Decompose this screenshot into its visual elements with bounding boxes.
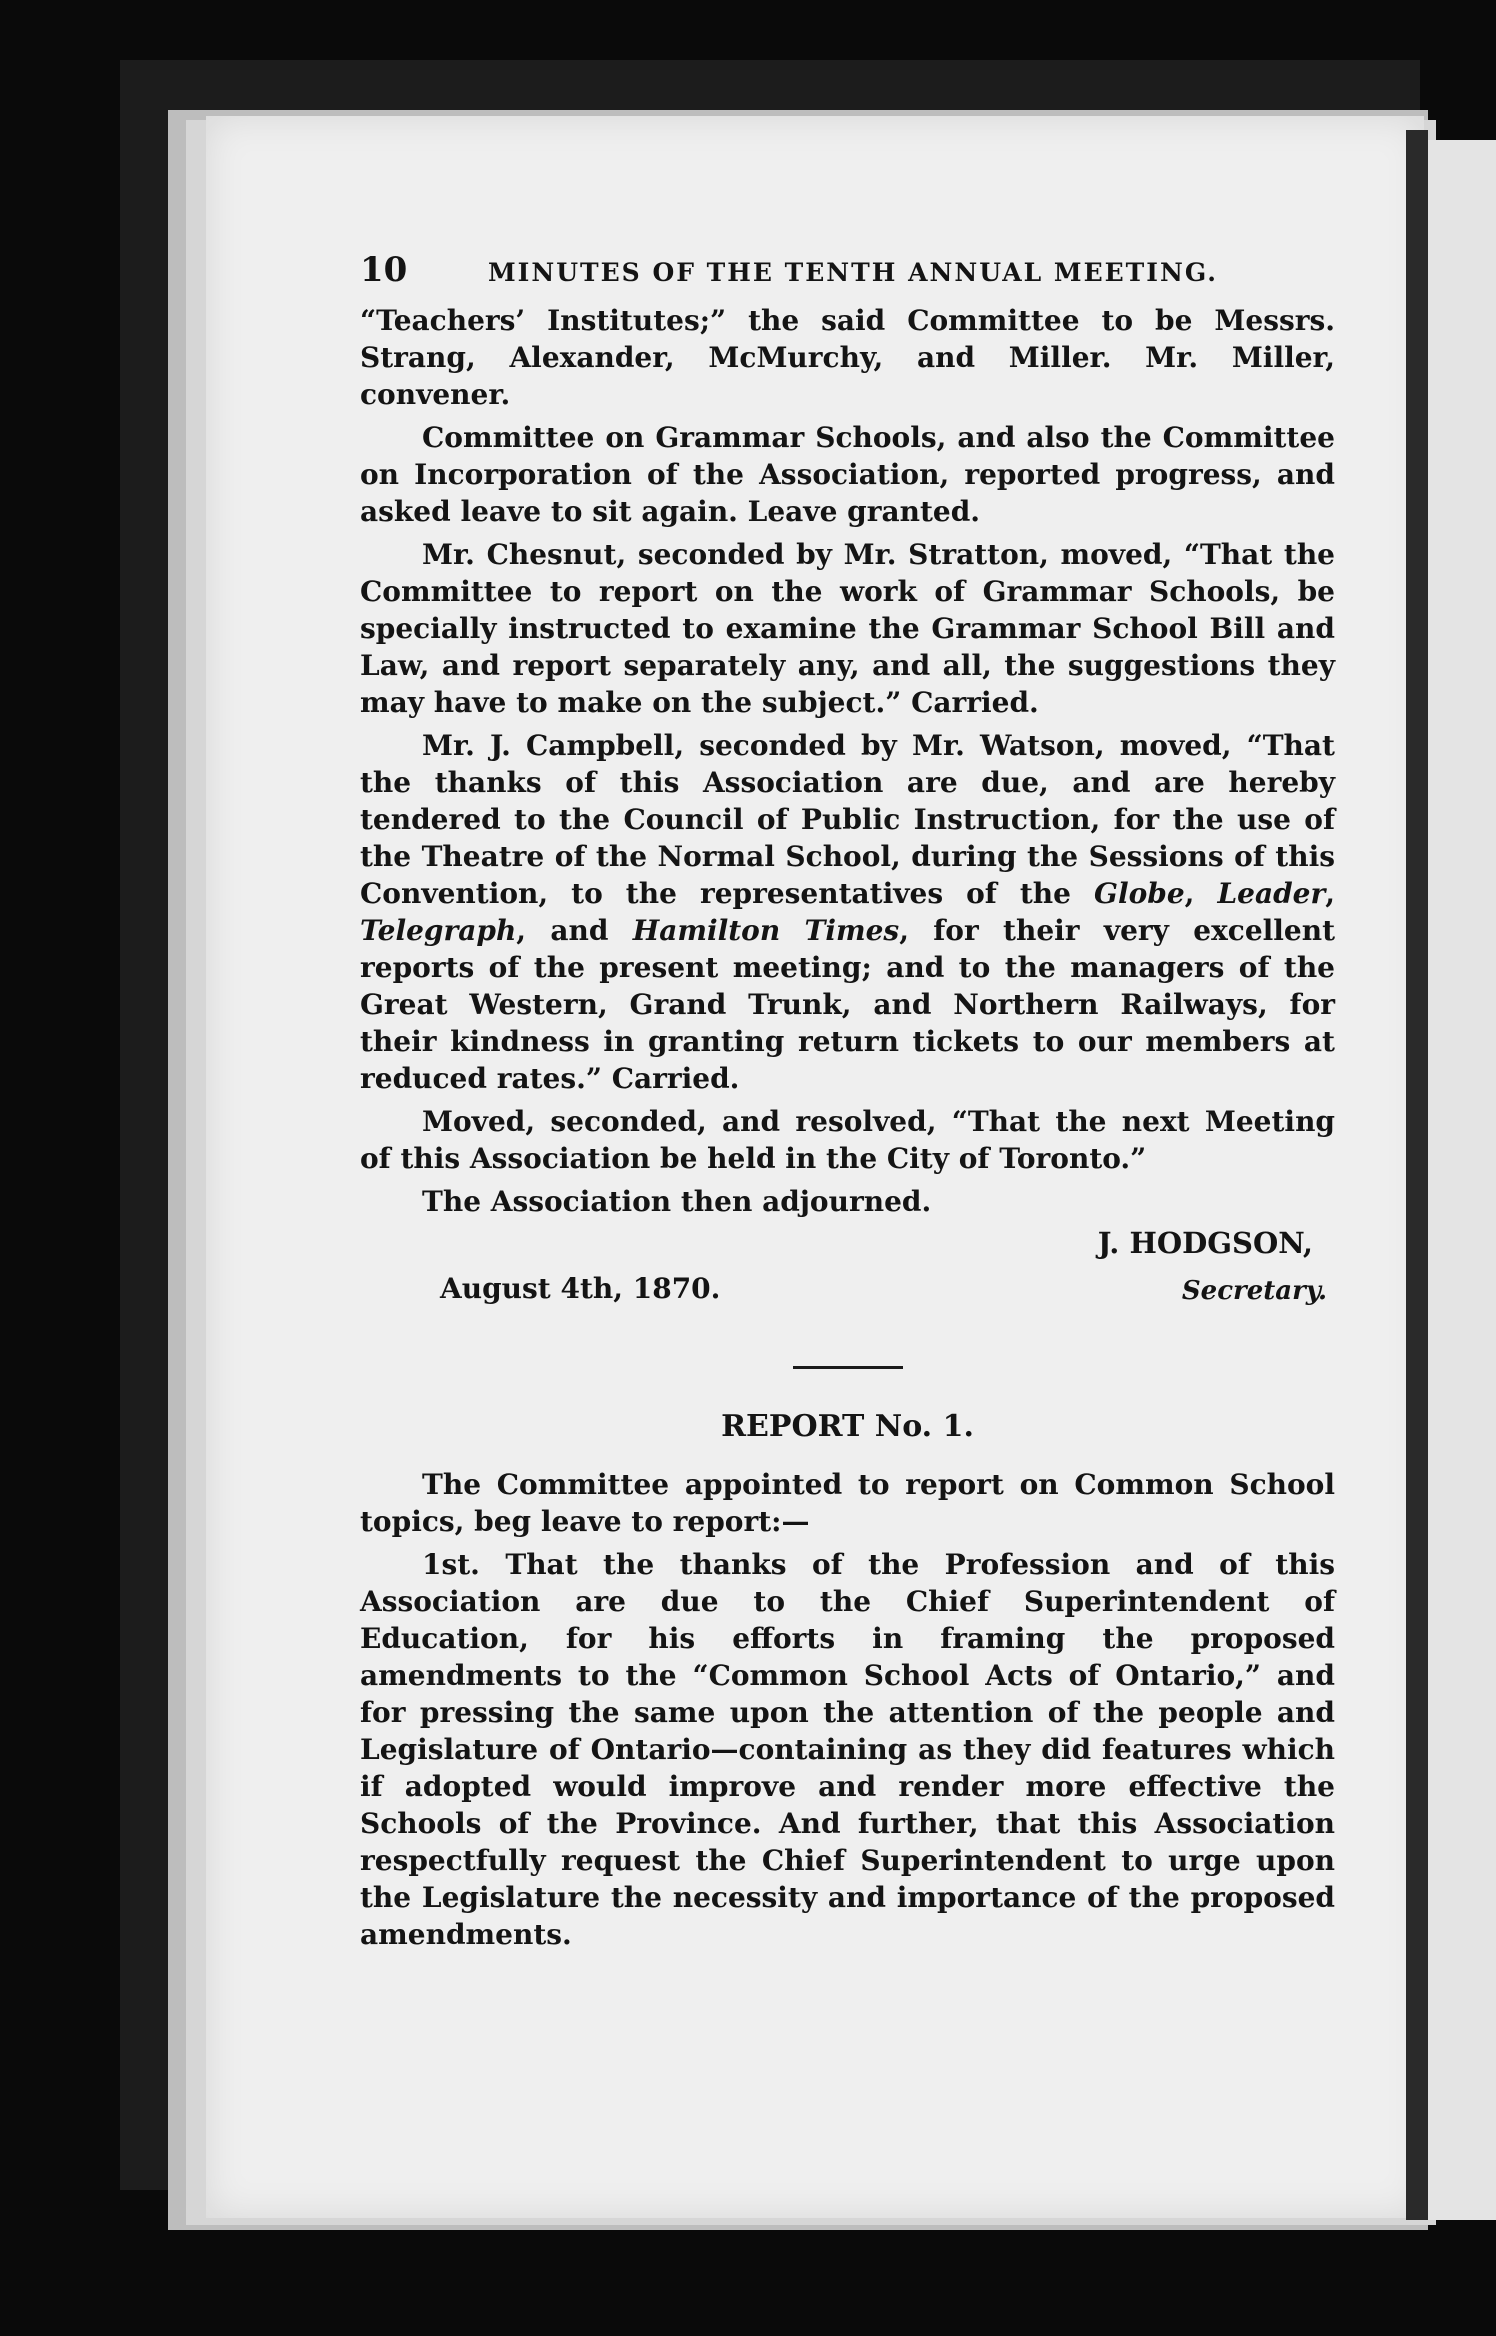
paragraph-teachers-institutes: “Teachers’ Institutes;” the said Committee to be Messrs. Strang, Alexander, McMurchy, and Miller. Mr. Miller, convener. [360, 304, 1335, 411]
newspaper-globe: Globe [1094, 877, 1185, 910]
report-intro: The Committee appointed to report on Common School topics, beg leave to report:— [360, 1468, 1335, 1538]
running-head: MINUTES OF THE TENTH ANNUAL MEETING. [488, 258, 1218, 287]
newspaper-hamilton-times: Hamilton Times [632, 914, 900, 947]
secretary-name: J. HODGSON, [1097, 1226, 1313, 1260]
meeting-date: August 4th, 1870. [440, 1272, 721, 1305]
book-gutter [1406, 130, 1428, 2220]
paragraph-campbell-motion [360, 727, 1335, 1097]
campbell-motion-text-b: , for their very excellent reports of the present meeting; and to the managers of the Great Western, Grand Trunk, and Northern Railways, for their kindness in granting return tickets to our members at reduced rates.” Carried. [360, 914, 1336, 1095]
page-header [360, 250, 1335, 290]
newspaper-leader: Leader [1217, 877, 1326, 910]
section-divider [793, 1366, 903, 1369]
secretary-title: Secretary. [1181, 1276, 1327, 1306]
separator: , [1325, 877, 1335, 910]
report-title: REPORT No. 1. [721, 1409, 974, 1444]
paragraph-chesnut-motion: Mr. Chesnut, seconded by Mr. Stratton, moved, “That the Committee to report on the work of Grammar Schools, be specially instructed to examine the Grammar School Bill and Law, and report separately any, and all, the suggestions they may have to make on the subject.” Carried. [360, 538, 1335, 719]
signature-block [360, 1226, 1335, 1326]
adjacent-page-edge [1428, 140, 1496, 2220]
campbell-motion-text-a: Mr. J. Campbell, seconded by Mr. Watson, moved, “That the thanks of this Association are due, and are hereby tendered to the Council of Public Instruction, for the use of the Theatre of the Normal School, during the Sessions of this Convention, to the representatives of the [360, 729, 1335, 910]
report-item-first: 1st. That the thanks of the Profession and of this Association are due to the Chief Superintendent of Education, for his efforts in framing the proposed amendments to the “Common School Acts of Ontario,” and for pressing the same upon the attention of the people and Legislature of Ontario—containing as they did features which if adopted would improve and render more effective the Schools of the Province. And further, that this Association respectfully request the Chief Superintendent to urge upon the Legislature the necessity and importance of the proposed amendments. [360, 1548, 1335, 1951]
page-number: 10 [360, 250, 408, 290]
paragraph-next-meeting: Moved, seconded, and resolved, “That the next Meeting of this Association be held in the City of Toronto.” [360, 1105, 1335, 1175]
paragraph-grammar-committee: Committee on Grammar Schools, and also the Committee on Incorporation of the Association, reported progress, and asked leave to sit again. Leave granted. [360, 421, 1335, 528]
newspaper-telegraph: Telegraph [360, 914, 517, 947]
separator: , and [516, 914, 609, 947]
page-content [360, 250, 1335, 1959]
separator: , [1184, 877, 1195, 910]
paragraph-adjourned: The Association then adjourned. [422, 1185, 932, 1218]
